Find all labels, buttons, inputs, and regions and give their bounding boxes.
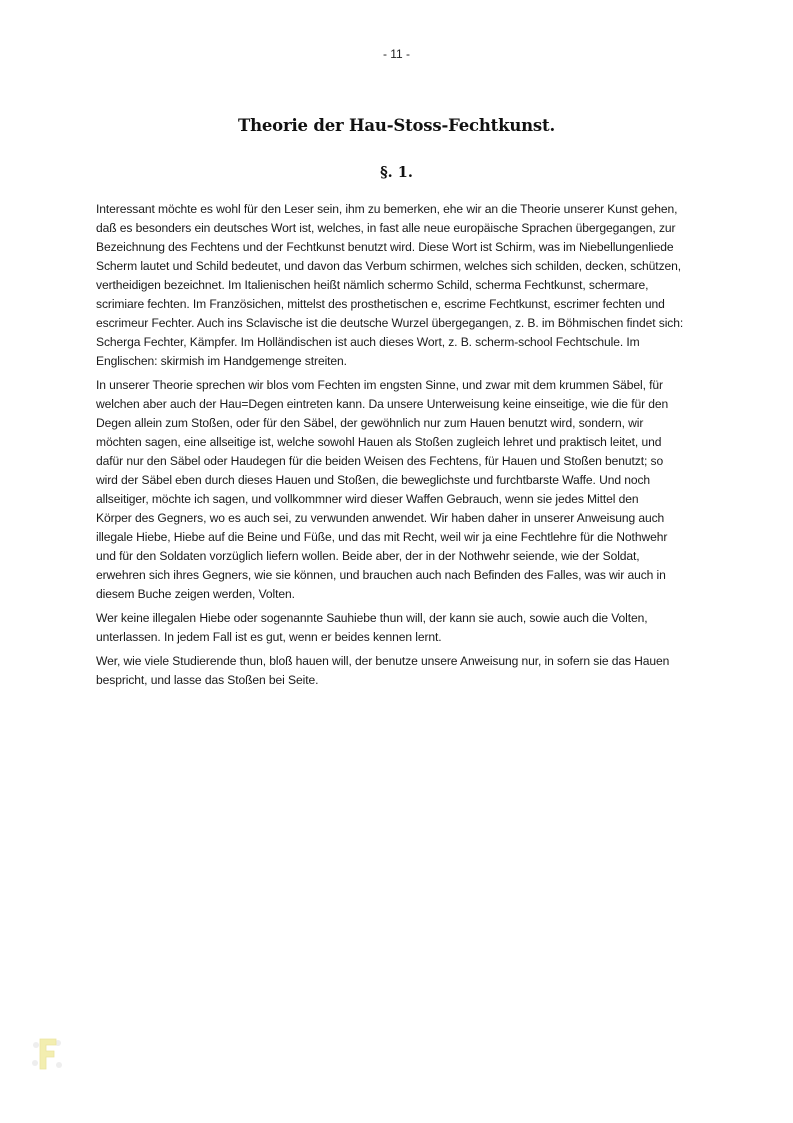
text-line: Scherm lautet und Schild bedeutet, und davon das Verbum schirmen, welches sich schilden, decken, schützen, [96, 259, 682, 273]
text-line: unterlassen. In jedem Fall ist es gut, wenn er beides kennen lernt. [96, 630, 442, 644]
text-line: bespricht, und lasse das Stoßen bei Seite. [96, 673, 319, 687]
text-line: dafür nur den Säbel oder Haudegen für die beiden Weisen des Fechtens, für Hauen und Stoßen benutzt; so [96, 454, 664, 468]
text-line: allseitiger, möchte ich sagen, und vollkommner wird dieser Waffen Gebrauch, wenn sie jedes Mittel den [96, 492, 639, 506]
text-line: illegale Hiebe, Hiebe auf die Beine und Füße, und das mit Recht, weil wir ja eine Fechtlehre für die Nothwehr [96, 530, 668, 544]
paragraph [96, 609, 706, 647]
text-line: Wer, wie viele Studierende thun, bloß hauen will, der benutze unsere Anweisung nur, in sofern sie das Hauen [96, 654, 670, 668]
text-line: erwehren sich ihres Gegners, wie sie können, und brauchen auch nach Befinden des Falles, was wir auch in [96, 568, 666, 582]
text-line: Wer keine illegalen Hiebe oder sogenannte Sauhiebe thun will, der kann sie auch, sowie auch die Volten, [96, 611, 648, 625]
text-line: diesem Buche zeigen werden, Volten. [96, 587, 295, 601]
section-heading: §. 1. [380, 164, 413, 181]
text-line: Degen allein zum Stoßen, oder für den Säbel, der gewöhnlich nur zum Hauen benutzt wird, sondern, wir [96, 416, 644, 430]
f-logo-icon [30, 1035, 64, 1073]
paragraph [96, 652, 706, 690]
text-line: Englischen: skirmish im Handgemenge streiten. [96, 354, 347, 368]
text-line: escrimeur Fechter. Auch ins Sclavische ist die deutsche Wurzel übergegangen, z. B. im Böhmischen findet sich: [96, 316, 684, 330]
text-line: wird der Säbel eben durch dieses Hauen und Stoßen, die beweglichste und furchtbarste Waffe. Und noch [96, 473, 651, 487]
text-line: In unserer Theorie sprechen wir blos vom Fechten im engsten Sinne, und zwar mit dem krummen Säbel, für [96, 378, 663, 392]
text-line: Scherga Fechter, Kämpfer. Im Holländischen ist auch dieses Wort, z. B. scherm-school Fechtschule. Im [96, 335, 640, 349]
text-line: Interessant möchte es wohl für den Leser sein, ihm zu bemerken, ehe wir an die Theorie unserer Kunst gehen, [96, 202, 678, 216]
page-title: Theorie der Hau-Stoss-Fechtkunst. [237, 116, 555, 135]
page-number: - 11 - [382, 47, 411, 61]
text-line: scrimiare fechten. Im Französichen, mittelst des prosthetischen e, escrime Fechtkunst, escrimer fechten und [96, 297, 665, 311]
paragraph [96, 200, 706, 371]
text-line: Bezeichnung des Fechtens und der Fechtkunst benutzt wird. Diese Wort ist Schirm, was im Niebellungenliede [96, 240, 674, 254]
text-line: daß es besonders ein deutsches Wort ist, welches, in fast alle neue europäische Sprachen übergegangen, zur [96, 221, 676, 235]
text-line: welchen aber auch der Hau=Degen eintreten kann. Da unsere Unterweisung keine einseitige, wie die für den [96, 397, 669, 411]
text-line: und für den Soldaten vorzüglich liefern wollen. Beide aber, der in der Nothwehr seiende, wie der Soldat, [96, 549, 640, 563]
text-line: Körper des Gegners, wo es auch sei, zu verwunden anwendet. Wir haben daher in unserer Anweisung auch [96, 511, 665, 525]
text-line: möchten sagen, eine allseitige ist, welche sowohl Hauen als Stoßen zugleich lehret und praktisch leitet, und [96, 435, 662, 449]
paragraph [96, 376, 706, 604]
body-text [96, 200, 706, 695]
text-line: vertheidigen bezeichnet. Im Italienischen heißt nämlich schermo Schild, scherma Fechtkunst, schermare, [96, 278, 649, 292]
